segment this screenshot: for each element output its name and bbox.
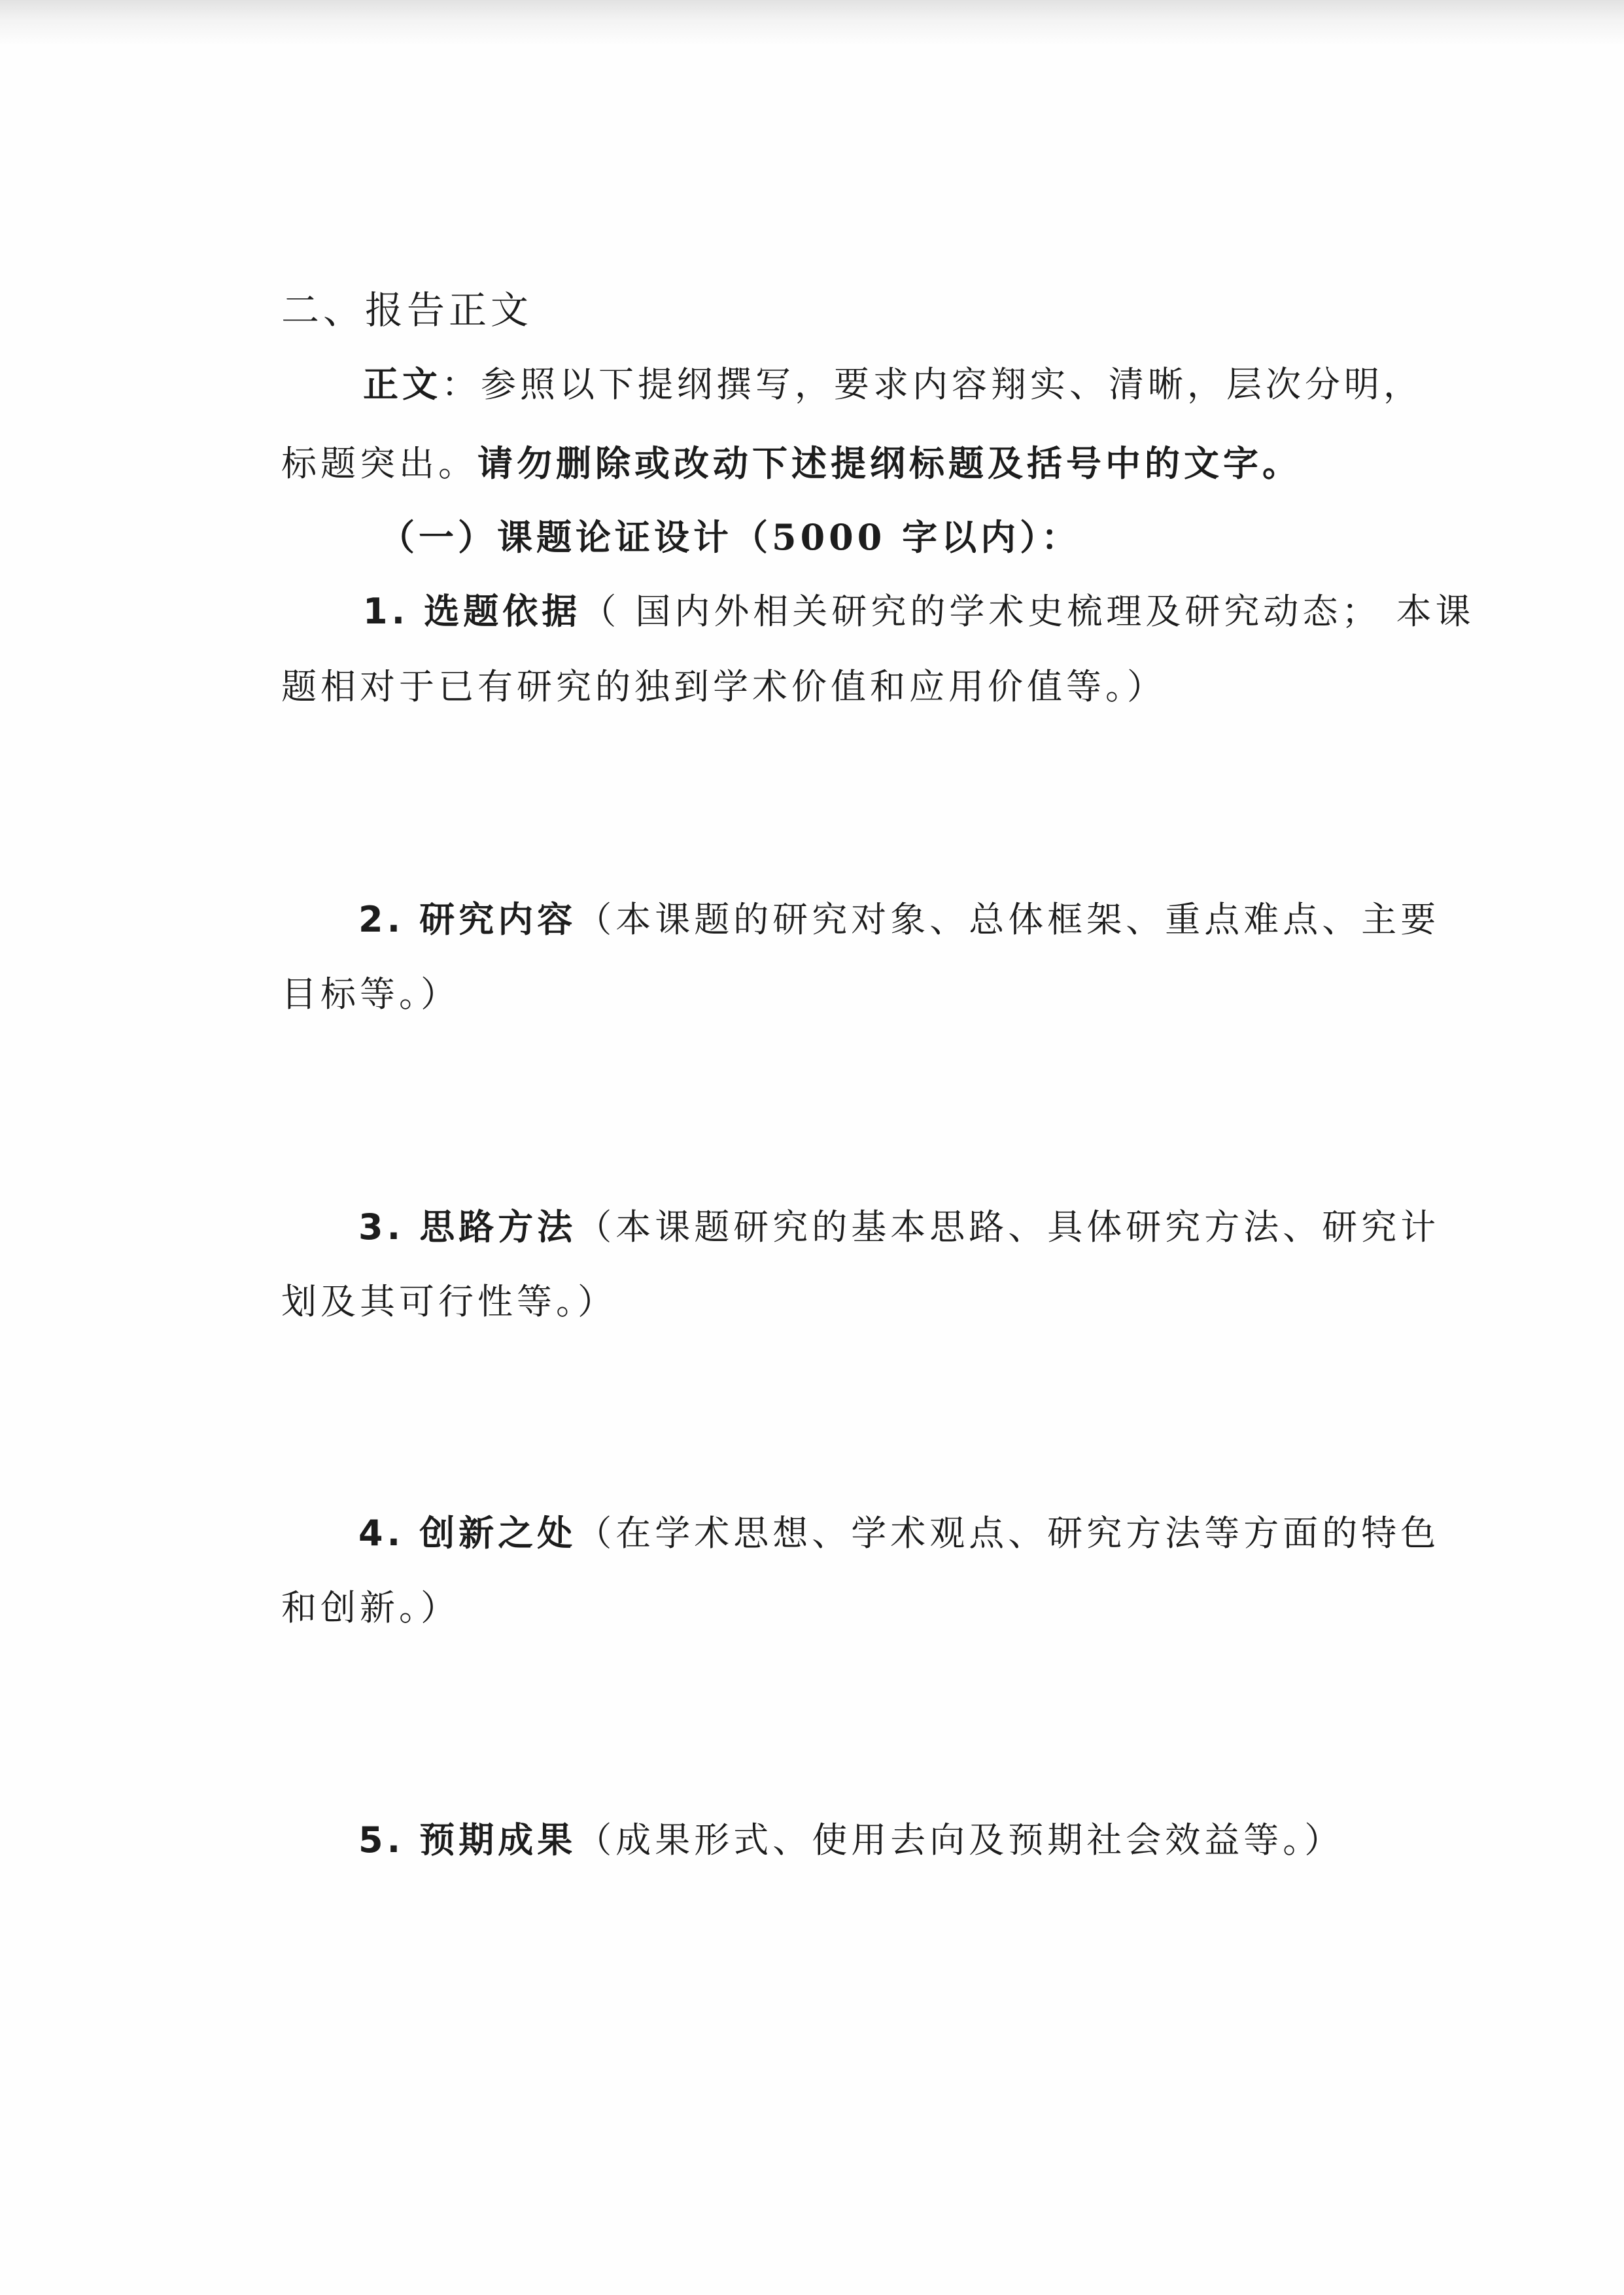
item-5-number: 5. bbox=[358, 1819, 405, 1861]
item-3-desc-1: （本课题研究的基本思路、具体研究方法、研究计 bbox=[576, 1206, 1440, 1248]
item-2-desc-1: （本课题的研究对象、总体框架、重点难点、主要 bbox=[576, 899, 1440, 940]
scan-edge-shading bbox=[0, 0, 1624, 46]
item-4-desc-1: （在学术思想、学术观点、研究方法等方面的特色 bbox=[576, 1513, 1440, 1554]
item-1-line-1 bbox=[363, 585, 1475, 638]
item-1-title: 选题依据 bbox=[424, 590, 581, 632]
intro-text-2: 标题突出。 bbox=[281, 443, 477, 484]
intro-text-1: ：参照以下提纲撰写，要求内容翔实、清晰，层次分明， bbox=[441, 364, 1423, 405]
item-2-line-1 bbox=[358, 893, 1440, 946]
item-4-number: 4. bbox=[358, 1513, 405, 1554]
item-5-line-1 bbox=[358, 1813, 1343, 1866]
section-heading: 二、报告正文 bbox=[281, 288, 533, 332]
item-5-desc-1: （成果形式、使用去向及预期社会效益等。） bbox=[576, 1819, 1344, 1861]
intro-label: 正文 bbox=[363, 363, 441, 405]
item-2-number: 2. bbox=[358, 899, 405, 940]
item-3-line-1 bbox=[358, 1200, 1440, 1253]
subsection-title: （一）课题论证设计（5000 字以内）： bbox=[379, 516, 1081, 558]
item-2-line-2: 目标等。） bbox=[281, 973, 460, 1015]
item-3-title: 思路方法 bbox=[419, 1206, 577, 1248]
item-1-desc-1: （ 国内外相关研究的学术史梳理及研究动态； 本课 bbox=[581, 591, 1475, 632]
item-4-line-1 bbox=[358, 1507, 1440, 1560]
intro-line-1 bbox=[363, 358, 1423, 411]
item-1-line-2: 题相对于已有研究的独到学术价值和应用价值等。） bbox=[281, 666, 1166, 707]
item-2-title: 研究内容 bbox=[419, 898, 577, 940]
item-3-number: 3. bbox=[358, 1206, 405, 1248]
intro-line-2 bbox=[281, 437, 1302, 490]
item-3-line-2: 划及其可行性等。） bbox=[281, 1281, 617, 1322]
item-1-number: 1. bbox=[363, 591, 409, 632]
item-4-title: 创新之处 bbox=[419, 1512, 577, 1554]
item-5-title: 预期成果 bbox=[419, 1819, 577, 1861]
item-4-line-2: 和创新。） bbox=[281, 1587, 460, 1628]
intro-bold-notice: 请勿删除或改动下述提纲标题及括号中的文字。 bbox=[477, 442, 1302, 484]
